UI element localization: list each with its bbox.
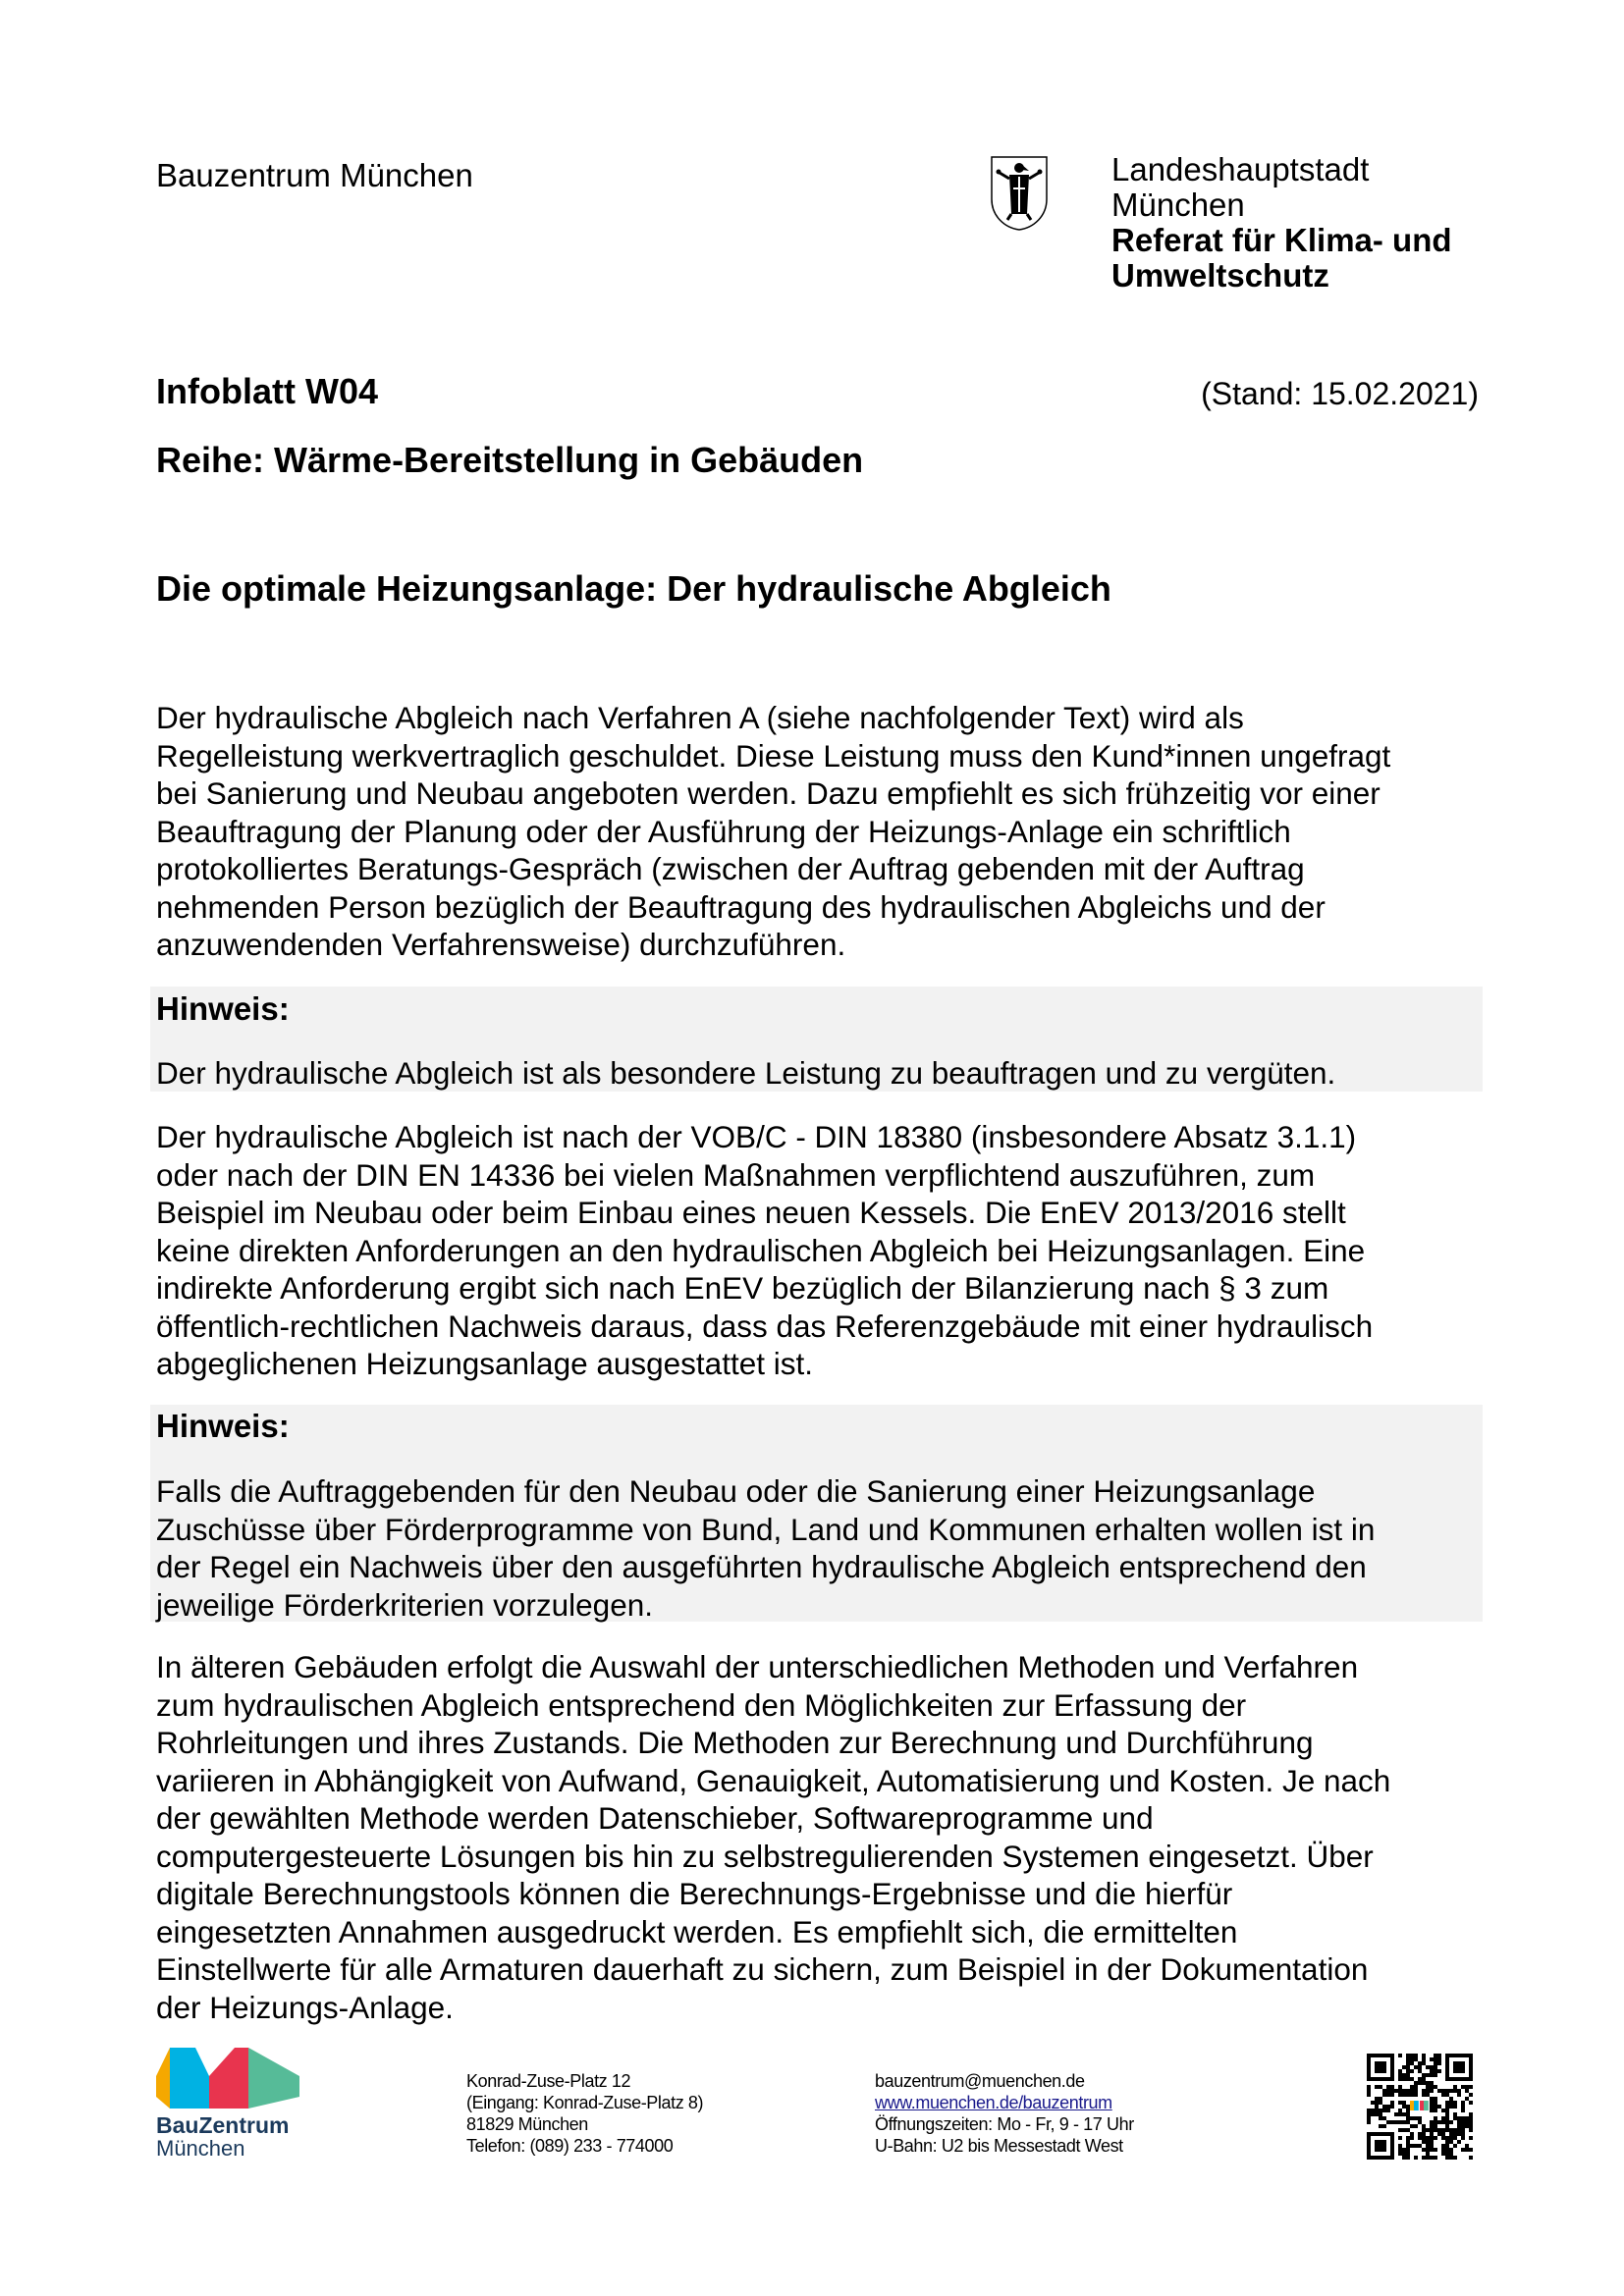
text-line: bei Sanierung und Neubau angeboten werden. Dazu empfiehlt es sich frühzeitig vor einer — [156, 775, 1380, 811]
bauzentrum-logo — [156, 2048, 303, 2161]
text-line: indirekte Anforderung ergibt sich nach EnEV bezüglich der Bilanzierung nach § 3 zum — [156, 1270, 1329, 1306]
text-line: oder nach der DIN EN 14336 bei vielen Maßnahmen verpflichtend auszuführen, zum — [156, 1156, 1316, 1193]
text-line: anzuwendenden Verfahrensweise) durchzuführen. — [156, 927, 846, 962]
text-line: eingesetzten Annahmen ausgedruckt werden. Es empfiehlt sich, die ermittelten — [156, 1913, 1238, 1949]
text-line: computergesteuerte Lösungen bis hin zu selbstregulierenden Systemen eingesetzt. Über — [156, 1838, 1374, 1874]
qr-code-icon — [1367, 2054, 1473, 2160]
text-line: variieren in Abhängigkeit von Aufwand, Genauigkeit, Automatisierung und Kosten. Je nach — [156, 1762, 1391, 1798]
website-link[interactable]: www.muenchen.de/bauzentrum — [875, 2093, 1112, 2112]
text-line: protokolliertes Beratungs-Gespräch (zwischen der Auftrag gebenden mit der Auftrag — [156, 851, 1305, 886]
text-line: Regelleistung werkvertraglich geschuldet. Diese Leistung muss den Kund*innen ungefragt — [156, 737, 1391, 774]
text-line: jeweilige Förderkriterien vorzulegen. — [156, 1586, 653, 1623]
authority-line: Landeshauptstadt — [1111, 151, 1370, 187]
note-heading: Hinweis: — [156, 990, 290, 1027]
text-line: digitale Berechnungstools können die Berechnungs-Ergebnisse und die hierfür — [156, 1876, 1233, 1911]
text-line: der Regel ein Nachweis über den ausgeführten hydraulische Abgleich entsprechend den — [156, 1549, 1367, 1584]
text-line: Der hydraulische Abgleich ist als besondere Leistung zu beauftragen und zu vergüten. — [156, 1055, 1336, 1091]
text-line: Zuschüsse über Förderprogramme von Bund, Land und Kommunen erhalten wollen ist in — [156, 1511, 1376, 1547]
paragraph-3 — [156, 1648, 1390, 2026]
address-line: (Eingang: Konrad-Zuse-Platz 8) — [466, 2093, 704, 2112]
department-line: Referat für Klima- und — [1111, 222, 1452, 258]
authority-line: München — [1111, 187, 1245, 223]
text-line: zum hydraulischen Abgleich entsprechend den Möglichkeiten zur Erfassung der — [156, 1686, 1247, 1723]
note-text-1 — [156, 1054, 1335, 1093]
text-line: der Heizungs-Anlage. — [156, 1989, 454, 2025]
footer-contact — [875, 2070, 1134, 2157]
text-line: abgeglichenen Heizungsanlage ausgestattet ist. — [156, 1346, 813, 1381]
footer-address — [466, 2070, 703, 2157]
text-line: Beispiel im Neubau oder beim Einbau eines neuen Kessels. Die EnEV 2013/2016 stellt — [156, 1195, 1346, 1230]
text-line: der gewählten Methode werden Datenschieber, Softwareprogramme und — [156, 1800, 1154, 1836]
organization-name: Bauzentrum München — [156, 157, 473, 193]
text-line: Rohrleitungen und ihres Zustands. Die Methoden zur Berechnung und Durchführung — [156, 1725, 1314, 1760]
text-line: In älteren Gebäuden erfolgt die Auswahl der unterschiedlichen Methoden und Verfahren — [156, 1649, 1359, 1684]
text-line: Einstellwerte für alle Armaturen dauerhaft zu sichern, zum Beispiel in der Dokumentation — [156, 1951, 1369, 1987]
logo-text: BauZentrum — [156, 2112, 290, 2138]
stand-date: (Stand: 15.02.2021) — [1201, 376, 1479, 411]
paragraph-2 — [156, 1118, 1373, 1383]
text-line: nehmenden Person bezüglich der Beauftragung des hydraulischen Abgleichs und der — [156, 888, 1326, 925]
paragraph-1 — [156, 699, 1390, 964]
address-line: 81829 München — [466, 2114, 588, 2134]
text-line: Der hydraulische Abgleich nach Verfahren A (siehe nachfolgender Text) wird als — [156, 700, 1244, 735]
phone-line: Telefon: (089) 233 - 774000 — [466, 2136, 674, 2156]
text-line: öffentlich-rechtlichen Nachweis daraus, dass das Referenzgebäude mit einer hydraulisch — [156, 1308, 1374, 1344]
address-line: Konrad-Zuse-Platz 12 — [466, 2071, 631, 2091]
email-text: bauzentrum@muenchen.de — [875, 2071, 1085, 2091]
note-text-2 — [156, 1472, 1375, 1624]
authority-block — [1111, 152, 1452, 294]
infoblatt-label: Infoblatt W04 — [156, 371, 378, 411]
page-title: Die optimale Heizungsanlage: Der hydraulische Abgleich — [156, 568, 1111, 609]
text-line: Der hydraulische Abgleich ist nach der VOB/C - DIN 18380 (insbesondere Absatz 3.1.1) — [156, 1119, 1357, 1154]
logo-subtext: München — [156, 2136, 245, 2161]
text-line: Falls die Auftraggebenden für den Neubau oder die Sanierung einer Heizungsanlage — [156, 1473, 1316, 1509]
munich-coat-of-arms-icon — [990, 155, 1051, 232]
department-line: Umweltschutz — [1111, 257, 1329, 294]
series-title: Reihe: Wärme-Bereitstellung in Gebäuden — [156, 440, 864, 480]
note-heading: Hinweis: — [156, 1408, 290, 1444]
text-line: keine direkten Anforderungen an den hydraulischen Abgleich bei Heizungsanlagen. Eine — [156, 1232, 1366, 1268]
text-line: Beauftragung der Planung oder der Ausführung der Heizungs-Anlage ein schriftlich — [156, 813, 1291, 849]
bauzentrum-logo-icon — [156, 2048, 299, 2109]
opening-hours: Öffnungszeiten: Mo - Fr, 9 - 17 Uhr — [875, 2114, 1134, 2134]
transit-info: U-Bahn: U2 bis Messestadt West — [875, 2136, 1123, 2156]
